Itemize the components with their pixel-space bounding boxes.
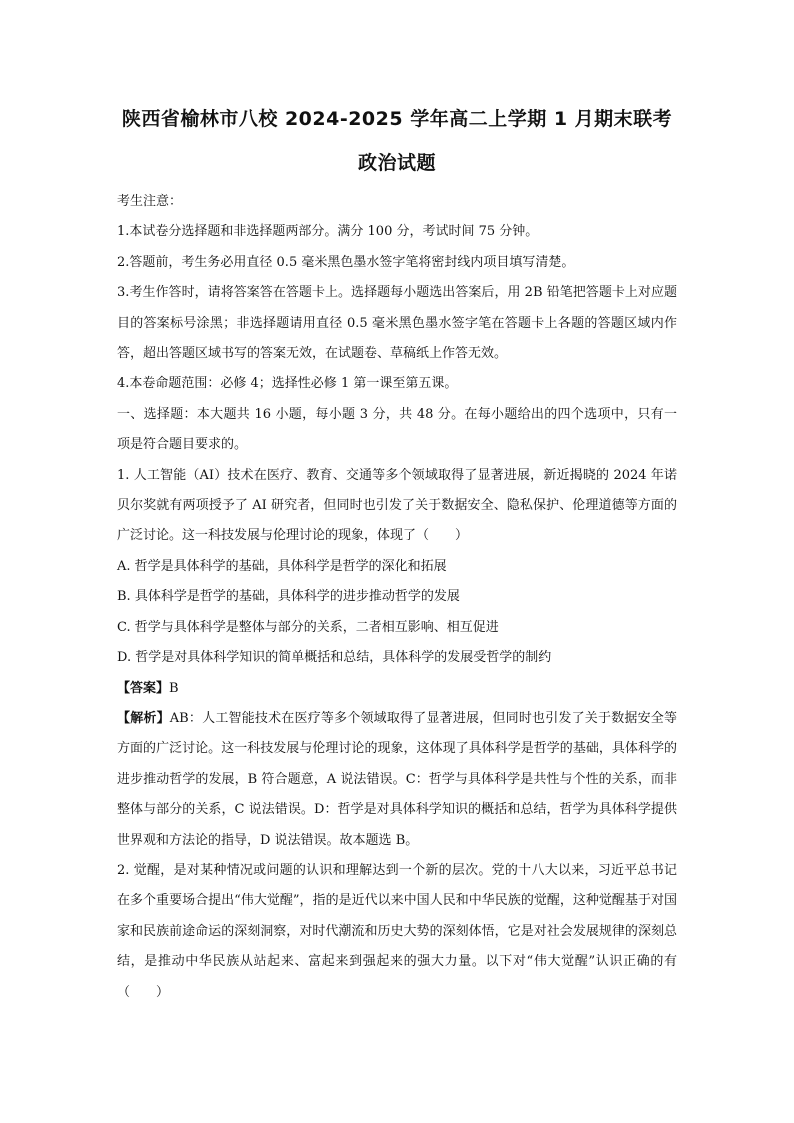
- analysis-text: AB：人工智能技术在医疗等多个领域取得了显著进展，但同时也引发了关于数据安全等方面的广泛讨论。这一科技发展与伦理讨论的现象，这体现了具体科学是哲学的基础，具体科学的进步推动哲学的发展，B 符合题意，A 说法错误。C：哲学与具体科学是共性与个性的关系，而非整体与部分的关系，C 说法错误。D：哲学是对具体科学知识的概括和总结，哲学为具体科学提供世界观和方法论的指导，D 说法错误。故本题选 B。: [117, 710, 677, 848]
- notice-item: 3.考生作答时，请将答案答在答题卡上。选择题每小题选出答案后，用 2B 铅笔把答题卡上对应题目的答案标号涂黑；非选择题请用直径 0.5 毫米黑色墨水签字笔在答题卡上各题的答题区域内作答，超出答题区域书写的答案无效，在试题卷、草稿纸上作答无效。: [117, 285, 677, 362]
- question-1-option-d: D. 哲学是对具体科学知识的简单概括和总结，具体科学的发展受哲学的制约: [117, 650, 552, 666]
- analysis-label: 【解析】: [117, 710, 170, 726]
- answer-label: 【答案】: [117, 680, 170, 696]
- section-heading: 一、选择题：本大题共 16 小题，每小题 3 分，共 48 分。在每小题给出的四个选项中，只有一项是符合题目要求的。: [117, 406, 677, 453]
- question-1-option-b: B. 具体科学是哲学的基础，具体科学的进步推动哲学的发展: [117, 589, 460, 605]
- question-1-option-c: C. 哲学与具体科学是整体与部分的关系，二者相互影响、相互促进: [117, 619, 499, 635]
- notice-item: 1.本试卷分选择题和非选择题两部分。满分 100 分，考试时间 75 分钟。: [117, 224, 539, 240]
- question-1-option-a: A. 哲学是具体科学的基础，具体科学是哲学的深化和拓展: [117, 558, 447, 574]
- answer-value: B: [169, 680, 179, 696]
- question-1-answer: [117, 674, 677, 704]
- exam-title: 陕西省榆林市八校 2024-2025 学年高二上学期 1 月期末联考: [121, 108, 673, 130]
- question-2-stem: 2. 觉醒，是对某种情况或问题的认识和理解达到一个新的层次。党的十八大以来，习近平总书记在多个重要场合提出“伟大觉醒”，指的是近代以来中国人民和中华民族的觉醒，这种觉醒基于对国家和民族前途命运的深刻洞察，对时代潮流和历史大势的深刻体悟，它是对社会发展规律的深刻总结，是推动中华民族从站起来、富起来到强起来的强大力量。以下对“伟大觉醒”认识正确的有（ ）: [117, 862, 677, 1000]
- question-1-stem: 1. 人工智能（AI）技术在医疗、教育、交通等多个领域取得了显著进展，新近揭晓的 2024 年诺贝尔奖就有两项授予了 AI 研究者，但同时也引发了关于数据安全、隐私保护、伦理道德等方面的广泛讨论。这一科技发展与伦理讨论的现象，体现了（ ）: [117, 467, 677, 544]
- notice-item: 2.答题前，考生务必用直径 0.5 毫米黑色墨水签字笔将密封线内项目填写清楚。: [117, 254, 575, 270]
- notice-item: 4.本卷命题范围：必修 4；选择性必修 1 第一课至第五课。: [117, 376, 458, 392]
- question-1-analysis: [117, 704, 677, 856]
- document-body: [117, 187, 677, 1008]
- notice-heading: 考生注意：: [117, 194, 183, 209]
- exam-subject: 政治试题: [357, 152, 436, 174]
